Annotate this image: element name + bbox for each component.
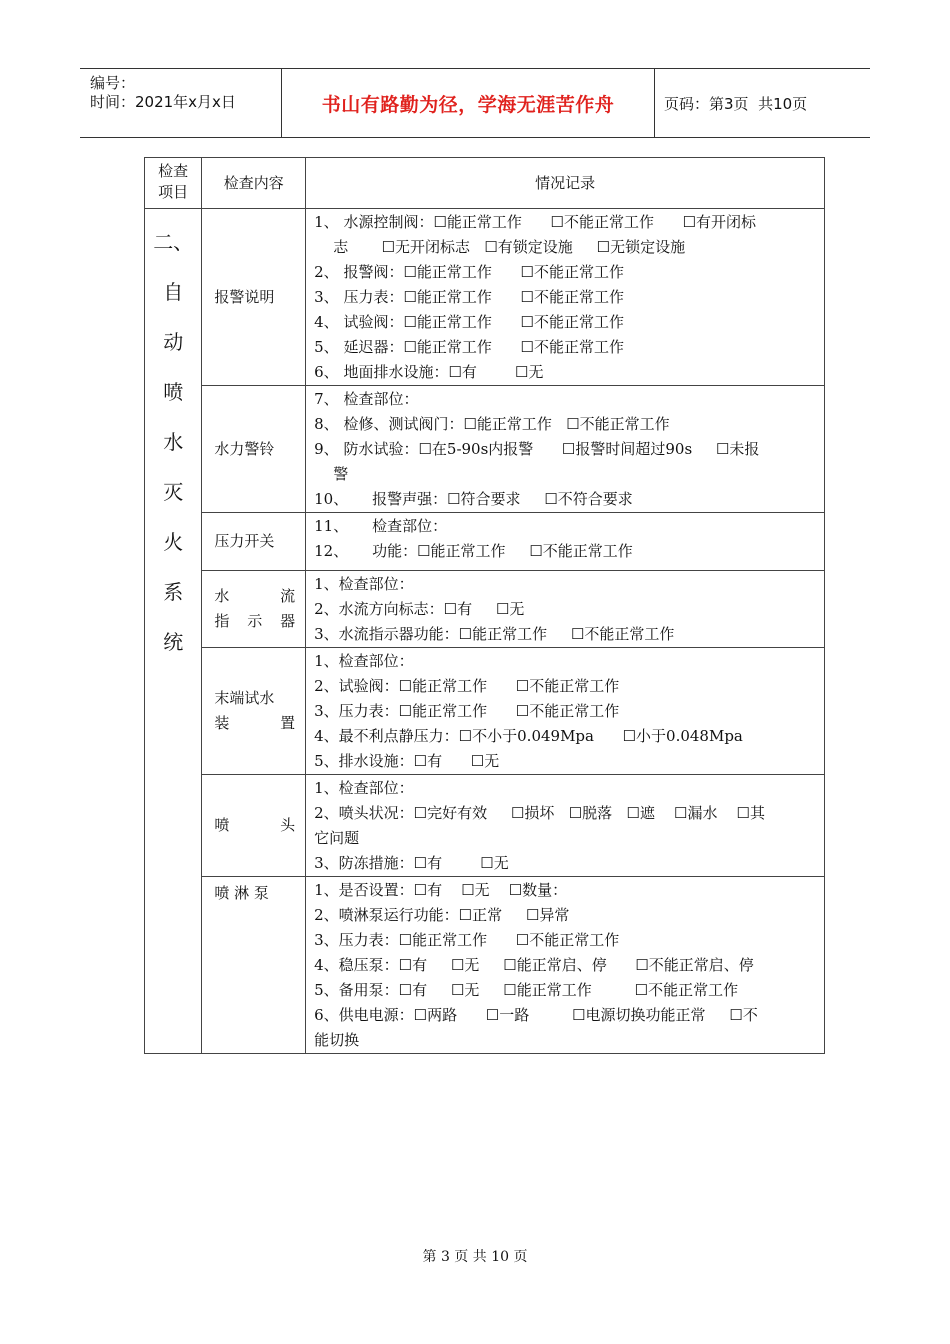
- record-line: 6、供电电源：☐两路 ☐一路 ☐电源切换功能正常 ☐不: [314, 1006, 758, 1024]
- page-info: 页码：第3页 共10页: [664, 94, 808, 113]
- record-cell: [306, 513, 825, 571]
- record-line: 4、最不利点静压力：☐不小于0.049Mpa ☐小于0.048Mpa: [314, 727, 743, 745]
- section-name-char: 置: [280, 714, 296, 732]
- category-cell: [145, 209, 202, 1054]
- section-name: [202, 775, 306, 877]
- inspection-table: [144, 157, 825, 1054]
- section-name-line: [214, 609, 295, 634]
- record-line: 4、稳压泵：☐有 ☐无 ☐能正常启、停 ☐不能正常启、停: [314, 956, 754, 974]
- date-label: 时间：2021年x月x日: [90, 93, 236, 111]
- category-char: 系: [163, 580, 184, 604]
- record-line: 1、检查部位：: [314, 575, 414, 593]
- record-line: 3、水流指示器功能：☐能正常工作 ☐不能正常工作: [314, 625, 675, 643]
- section-name: 报警说明: [202, 209, 306, 386]
- table-row: [145, 513, 825, 571]
- page-header: [80, 68, 870, 138]
- section-name-char: 末端试水: [214, 689, 275, 707]
- section-name-char: 指: [214, 612, 230, 630]
- record-line: 1、检查部位：: [314, 652, 414, 670]
- section-name-char: 示: [247, 612, 263, 630]
- header-content-cell: 检查内容: [202, 158, 306, 209]
- record-line: 12、 功能：☐能正常工作 ☐不能正常工作: [314, 542, 633, 560]
- section-name: [202, 648, 306, 775]
- record-line: 1、 水源控制阀：☐能正常工作 ☐不能正常工作 ☐有开闭标: [314, 213, 757, 231]
- record-line: 3、压力表：☐能正常工作 ☐不能正常工作: [314, 931, 620, 949]
- record-line: 5、排水设施：☐有 ☐无: [314, 752, 500, 770]
- record-line: 2、水流方向标志：☐有 ☐无: [314, 600, 525, 618]
- record-line: 2、喷头状况：☐完好有效 ☐损坏 ☐脱落 ☐遮 ☐漏水 ☐其: [314, 804, 765, 822]
- category-char: 灭: [163, 480, 184, 504]
- section-name-char: 水: [214, 587, 230, 605]
- record-cell: [306, 877, 825, 1054]
- category-char: 自: [163, 280, 184, 304]
- category-char: 动: [163, 330, 184, 354]
- record-line: 3、防冻措施：☐有 ☐无: [314, 854, 509, 872]
- section-name-line: [214, 686, 295, 711]
- record-line: 2、试验阀：☐能正常工作 ☐不能正常工作: [314, 677, 620, 695]
- table-row: [145, 386, 825, 513]
- record-line: 2、喷淋泵运行功能：☐正常 ☐异常: [314, 906, 570, 924]
- record-line: 能切换: [314, 1031, 360, 1049]
- section-name-char: 装: [214, 714, 230, 732]
- record-line: 9、 防水试验：☐在5-90s内报警 ☐报警时间超过90s ☐未报: [314, 440, 760, 458]
- record-cell: [306, 775, 825, 877]
- record-line: 8、 检修、测试阀门：☐能正常工作 ☐不能正常工作: [314, 415, 670, 433]
- record-cell: [306, 571, 825, 648]
- record-line: 3、 压力表：☐能正常工作 ☐不能正常工作: [314, 288, 624, 306]
- record-line: 7、 检查部位：: [314, 390, 419, 408]
- category-char: 统: [163, 630, 184, 654]
- section-name-char: 头: [280, 816, 296, 834]
- record-line: 5、备用泵：☐有 ☐无 ☐能正常工作 ☐不能正常工作: [314, 981, 739, 999]
- record-cell: [306, 648, 825, 775]
- section-name-char: 器: [280, 612, 296, 630]
- table-row: [145, 775, 825, 877]
- section-name-line: [214, 813, 295, 838]
- record-line: 1、是否设置：☐有 ☐无 ☐数量：: [314, 881, 568, 899]
- table-row: [145, 648, 825, 775]
- section-name-line: [214, 711, 295, 736]
- category-char: 水: [163, 430, 184, 454]
- header-record-cell: 情况记录: [306, 158, 825, 209]
- section-name: 水力警铃: [202, 386, 306, 513]
- table-row: [145, 877, 825, 1054]
- record-line: 志 ☐无开闭标志 ☐有锁定设施 ☐无锁定设施: [314, 238, 686, 256]
- category-char: 二、: [153, 230, 194, 254]
- record-line: 10、 报警声强：☐符合要求 ☐不符合要求: [314, 490, 633, 508]
- table-header-row: [145, 158, 825, 209]
- header-item-cell: [145, 158, 202, 209]
- header-item-line: 项目: [158, 183, 189, 201]
- header-item-line: 检查: [158, 162, 189, 180]
- category-char: 火: [163, 530, 184, 554]
- record-line: 3、压力表：☐能正常工作 ☐不能正常工作: [314, 702, 620, 720]
- category-char: 喷: [163, 380, 184, 404]
- header-meta: [80, 69, 280, 137]
- section-name: 喷 淋 泵: [202, 877, 306, 1054]
- record-line: 5、 延迟器：☐能正常工作 ☐不能正常工作: [314, 338, 624, 356]
- section-name-char: 流: [280, 587, 296, 605]
- table-row: [145, 571, 825, 648]
- record-line: 4、 试验阀：☐能正常工作 ☐不能正常工作: [314, 313, 624, 331]
- record-line: 2、 报警阀：☐能正常工作 ☐不能正常工作: [314, 263, 624, 281]
- motto: 书山有路勤为径，学海无涯苦作舟: [321, 93, 615, 116]
- header-page-cell: [654, 69, 870, 137]
- header-motto-cell: [281, 69, 655, 137]
- section-name-char: 喷: [214, 816, 230, 834]
- section-name-line: [214, 584, 295, 609]
- page-footer: 第 3 页 共 10 页: [422, 1249, 528, 1265]
- number-label: 编号：: [90, 74, 136, 92]
- section-name: [202, 571, 306, 648]
- record-line: 警: [314, 465, 349, 483]
- record-line: 1、检查部位：: [314, 779, 414, 797]
- section-name: 压力开关: [202, 513, 306, 571]
- record-cell: [306, 386, 825, 513]
- record-cell: [306, 209, 825, 386]
- record-line: 11、 检查部位：: [314, 517, 448, 535]
- table-row: [145, 209, 825, 386]
- record-line: 6、 地面排水设施：☐有 ☐无: [314, 363, 544, 381]
- record-line: 它问题: [314, 829, 360, 847]
